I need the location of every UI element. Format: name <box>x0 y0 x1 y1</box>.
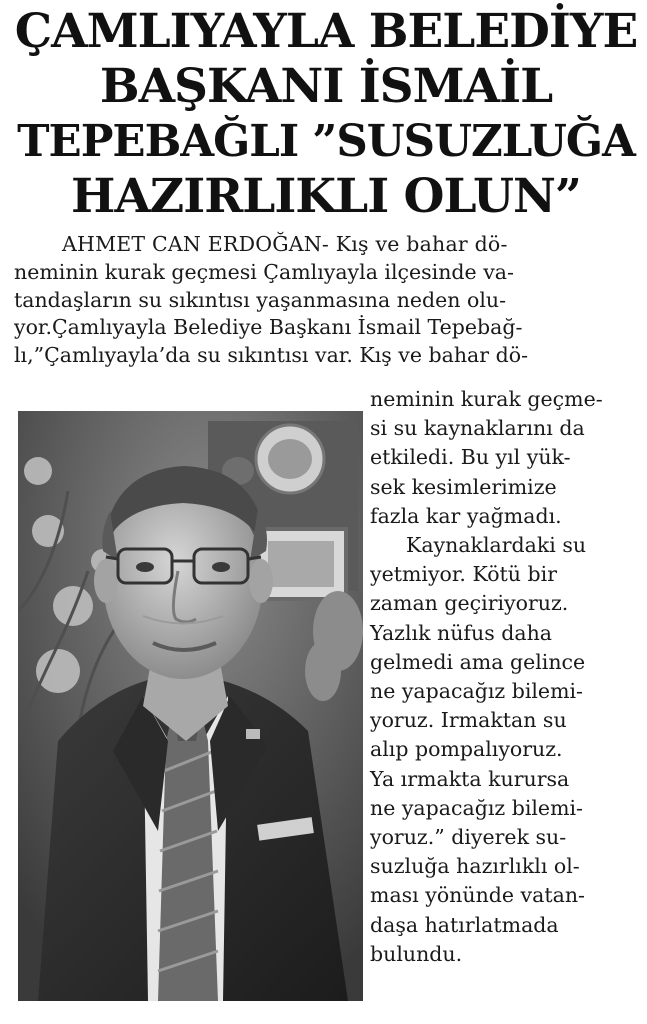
article-line: tandaşların su sıkıntısı yaşanmasına neden olu- <box>14 287 507 312</box>
article-line: yoruz.” diyerek su- <box>370 825 567 850</box>
article-line: neminin kurak geçmesi Çamlıyayla ilçesinde va- <box>14 259 514 284</box>
article-line: suzluğa hazırlıklı ol- <box>370 854 580 879</box>
headline-line: ÇAMLIYAYLA BELEDİYE <box>14 4 638 59</box>
headline <box>14 4 638 224</box>
article-line: Yazlık nüfus daha <box>370 620 553 645</box>
article-line: alıp pompalıyoruz. <box>370 737 563 762</box>
headline-line: BAŞKANI İSMAİL <box>99 59 553 114</box>
article-line: ne yapacağız bilemi- <box>370 679 583 704</box>
article-line: sek kesimlerimize <box>370 474 557 499</box>
article-line: zaman geçiriyoruz. <box>370 591 569 616</box>
article-line: lı,”Çamlıyayla’da su sıkıntısı var. Kış ve bahar dö- <box>14 343 528 368</box>
article-line: neminin kurak geçme- <box>370 387 603 411</box>
article-line: fazla kar yağmadı. <box>370 503 562 528</box>
article-line: Ya ırmakta kurursa <box>370 766 570 791</box>
article-line: si su kaynaklarını da <box>370 416 585 441</box>
article-line: bulundu. <box>370 941 463 966</box>
article-line: Kaynaklardaki su <box>406 533 587 558</box>
article-line: yetmiyor. Kötü bir <box>370 562 557 587</box>
article-column <box>370 385 640 969</box>
article-intro <box>14 231 638 370</box>
byline-line: AHMET CAN ERDOĞAN- Kış ve bahar dö- <box>62 232 508 256</box>
headline-line: HAZIRLIKLI OLUN” <box>71 169 581 224</box>
portrait-photo-icon <box>18 411 363 1001</box>
article-line: yoruz. Irmaktan su <box>370 708 567 733</box>
article-line: yor.Çamlıyayla Belediye Başkanı İsmail Tepebağ- <box>14 315 523 340</box>
portrait-photo <box>18 411 363 1001</box>
article-line: etkiledi. Bu yıl yük- <box>370 445 571 470</box>
article-line: ne yapacağız bilemi- <box>370 795 583 820</box>
article-line: gelmedi ama gelince <box>370 649 586 674</box>
article-line: daşa hatırlatmada <box>370 912 559 937</box>
headline-line: TEPEBAĞLI ”SUSUZLUĞA <box>17 116 635 167</box>
article-line: ması yönünde vatan- <box>370 883 585 908</box>
